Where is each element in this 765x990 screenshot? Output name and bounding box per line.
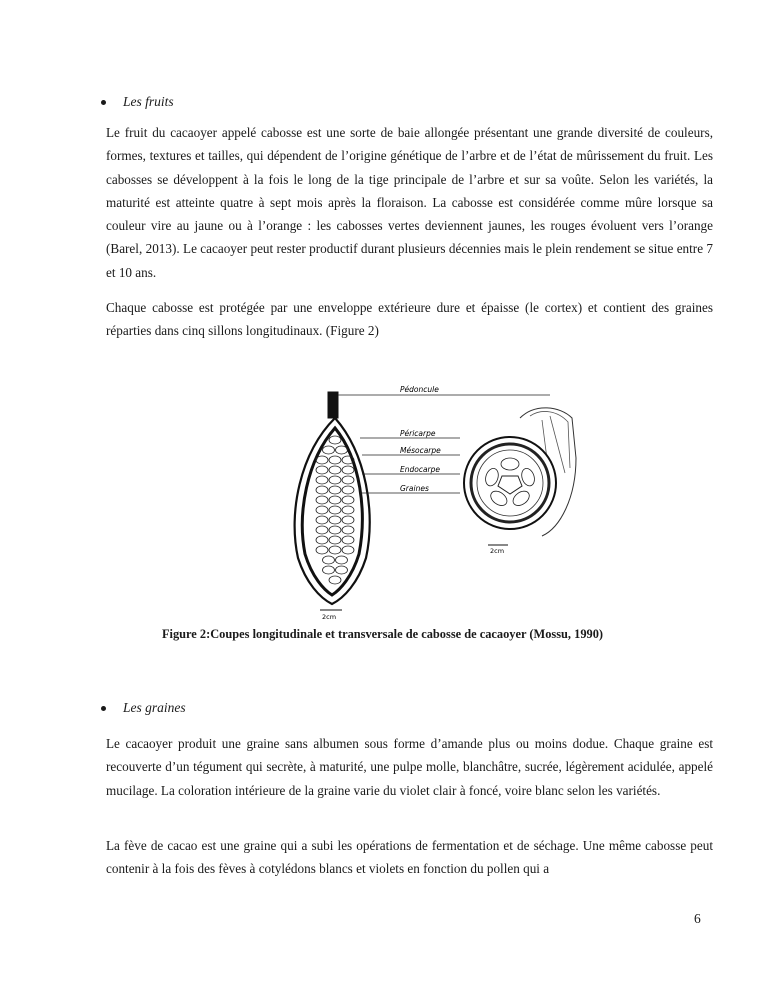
seed-shape (329, 506, 341, 514)
cocoa-pod-cross-section-figure (280, 378, 580, 623)
seed-shape (336, 446, 348, 454)
seed-shape (329, 436, 341, 444)
seed-shape (342, 466, 354, 474)
bullet-heading-fruits (101, 94, 174, 110)
seed-shape (329, 536, 341, 544)
seed-shape (316, 506, 328, 514)
seed-shape (329, 496, 341, 504)
seed-shape (342, 506, 354, 514)
bullet-heading-graines (101, 700, 186, 716)
seed-shape (316, 476, 328, 484)
seed-shape (336, 566, 348, 574)
seed-shape (342, 486, 354, 494)
seed-shape (329, 486, 341, 494)
seed-shape (316, 546, 328, 554)
longitudinal-section-drawing (295, 392, 370, 604)
seed-shape (329, 576, 341, 584)
seed-shape (329, 456, 341, 464)
scale-bar-left (320, 610, 342, 621)
seed-shape (316, 526, 328, 534)
label-pericarpe: Péricarpe (400, 429, 436, 438)
seed-shape (342, 546, 354, 554)
paragraph-fruits-cortex: Chaque cabosse est protégée par une enveloppe extérieure dure et épaisse (le cortex) et contient des graines réparties dans cinq sillons longitudinaux. (Figure 2) (106, 300, 713, 339)
seed-shape (316, 536, 328, 544)
scale-bar-right (488, 545, 508, 555)
seed-shape (329, 526, 341, 534)
seed-shape (342, 536, 354, 544)
heading-fruits: Les fruits (123, 94, 174, 109)
label-graines: Graines (400, 484, 429, 493)
seed-shape (342, 496, 354, 504)
seed-shape (316, 496, 328, 504)
bullet-icon (101, 100, 106, 105)
label-pedoncule: Pédoncule (400, 385, 439, 394)
seed-shape (316, 486, 328, 494)
seed-shape (323, 556, 335, 564)
seed-shape (336, 556, 348, 564)
scale-left-label: 2cm (322, 613, 337, 621)
label-mesocarpe: Mésocarpe (400, 446, 441, 455)
transverse-section-drawing (464, 408, 576, 536)
seed-shape (342, 526, 354, 534)
figure-caption: Figure 2:Coupes longitudinale et transversale de cabosse de cacaoyer (Mossu, 1990) (161, 627, 604, 641)
seed-shape (323, 446, 335, 454)
scale-right-label: 2cm (490, 547, 505, 555)
seed-shape (342, 476, 354, 484)
seed-shape (316, 516, 328, 524)
page-number: 6 (694, 911, 701, 926)
seeds-longitudinal (316, 436, 354, 584)
paragraph-graines-description: Le cacaoyer produit une graine sans albumen sous forme d’amande plus ou moins dodue. Chaque graine est recouverte d’un tégument qui secrète, à maturité, une pulpe molle, blanchâtre, sucrée, légèrement acidulée, appelé mucilage. La coloration intérieure de la graine varie du violet clair à foncé, voire blanc selon les variétés. (106, 736, 713, 798)
bullet-icon (101, 706, 106, 711)
seed-shape (329, 516, 341, 524)
seed-shape (323, 566, 335, 574)
paragraph-graines-feve: La fève de cacao est une graine qui a subi les opérations de fermentation et de séchage. Une même cabosse peut contenir à la fois des fèves à cotylédons blancs et violets en fonction du pollen qui a (106, 838, 713, 877)
seed-shape (316, 466, 328, 474)
seed-shape (329, 546, 341, 554)
heading-graines: Les graines (123, 700, 186, 715)
seed-shape (329, 476, 341, 484)
label-endocarpe: Endocarpe (400, 465, 441, 474)
seed-shape (329, 466, 341, 474)
seed-shape (316, 456, 328, 464)
seed-shape (342, 516, 354, 524)
paragraph-fruits-description: Le fruit du cacaoyer appelé cabosse est une sorte de baie allongée présentant une grande diversité de couleurs, formes, textures et tailles, qui dépendent de l’origine génétique de l’arbre et de l’état de mûrissement du fruit. Les cabosses se développent à la fois le long de la tige principale de l’arbre et sur sa voûte. Selon les variétés, la maturité est atteinte quatre à sept mois après la floraison. La cabosse est considérée comme mûre lorsque sa couleur vire au jaune ou à l’orange : les cabosses vertes deviennent jaunes, les rouges évoluent vers l’orange (Barel, 2013). Le cacaoyer peut rester productif durant plusieurs décennies mais le plein rendement se situe entre 7 et 10 ans. (106, 125, 713, 280)
